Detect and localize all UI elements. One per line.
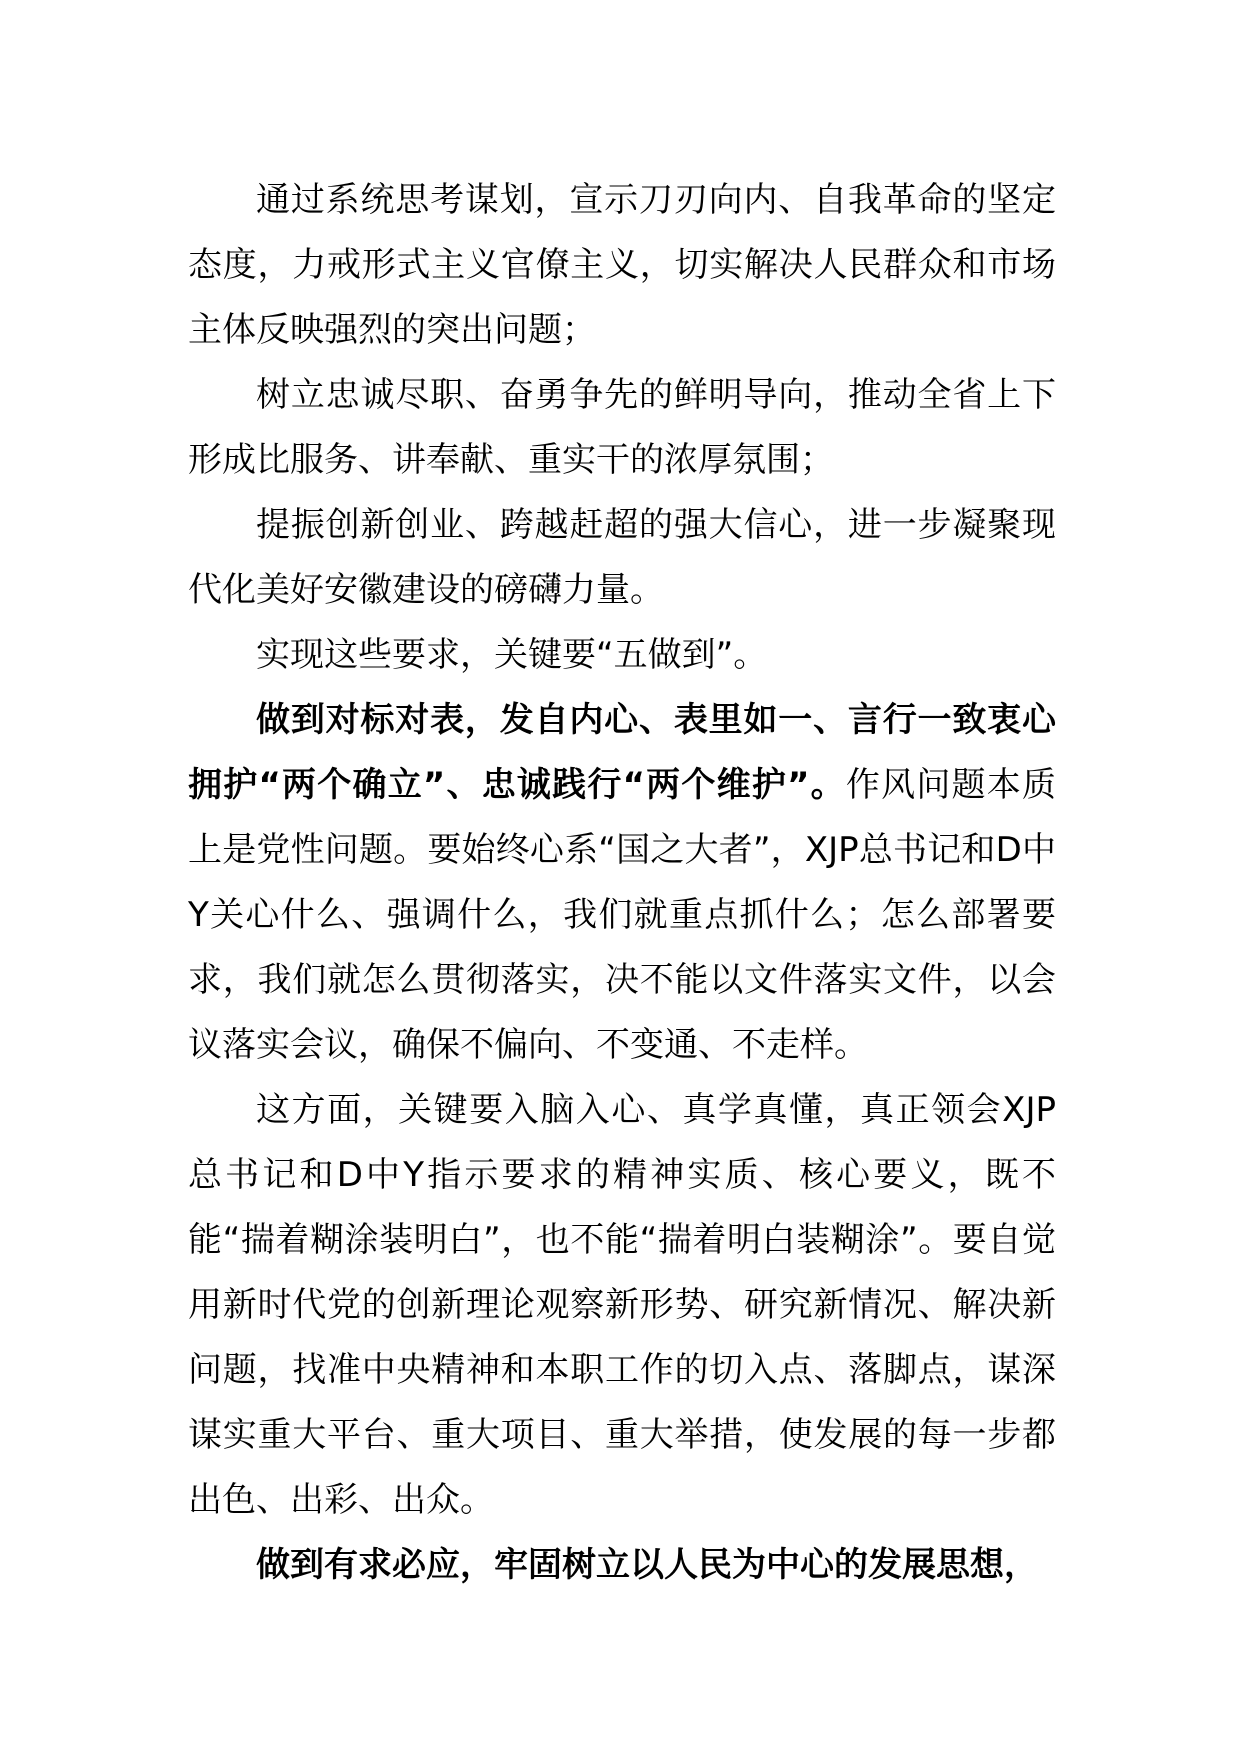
paragraph-4 (188, 623, 1056, 688)
paragraph-3 (188, 493, 1056, 623)
paragraph-5-bold: 做到对标对表，发自内心、表里如一、言行一致衷心拥护“两个确立”、忠诚践行“两个维护”。 (188, 700, 1056, 805)
paragraph-2-text: 树立忠诚尽职、奋勇争先的鲜明导向，推动全省上下形成比服务、讲奉献、重实干的浓厚氛围； (188, 375, 1056, 480)
paragraph-4-text: 实现这些要求，关键要“五做到”。 (256, 635, 768, 675)
paragraph-7-bold: 做到有求必应，牢固树立以人民为中心的发展思想， (256, 1545, 1038, 1585)
paragraph-5 (188, 688, 1056, 1078)
paragraph-6 (188, 1078, 1056, 1533)
paragraph-1 (188, 168, 1056, 363)
paragraph-5-text: 作风问题本质上是党性问题。要始终心系“国之大者”，XJP总书记和D中Y关心什么、强调什么，我们就重点抓什么；怎么部署要求，我们就怎么贯彻落实，决不能以文件落实文件，以会议落实会议，确保不偏向、不变通、不走样。 (188, 765, 1056, 1065)
document-body (188, 168, 1056, 1598)
paragraph-3-text: 提振创新创业、跨越赶超的强大信心，进一步凝聚现代化美好安徽建设的磅礴力量。 (188, 505, 1056, 610)
paragraph-2 (188, 363, 1056, 493)
paragraph-1-text: 通过系统思考谋划，宣示刀刃向内、自我革命的坚定态度，力戒形式主义官僚主义，切实解决人民群众和市场主体反映强烈的突出问题； (188, 180, 1056, 350)
paragraph-6-text: 这方面，关键要入脑入心、真学真懂，真正领会XJP总书记和D中Y指示要求的精神实质、核心要义，既不能“揣着糊涂装明白”，也不能“揣着明白装糊涂”。要自觉用新时代党的创新理论观察新形势、研究新情况、解决新问题，找准中央精神和本职工作的切入点、落脚点，谋深谋实重大平台、重大项目、重大举措，使发展的每一步都出色、出彩、出众。 (188, 1090, 1056, 1520)
paragraph-7 (188, 1533, 1056, 1598)
